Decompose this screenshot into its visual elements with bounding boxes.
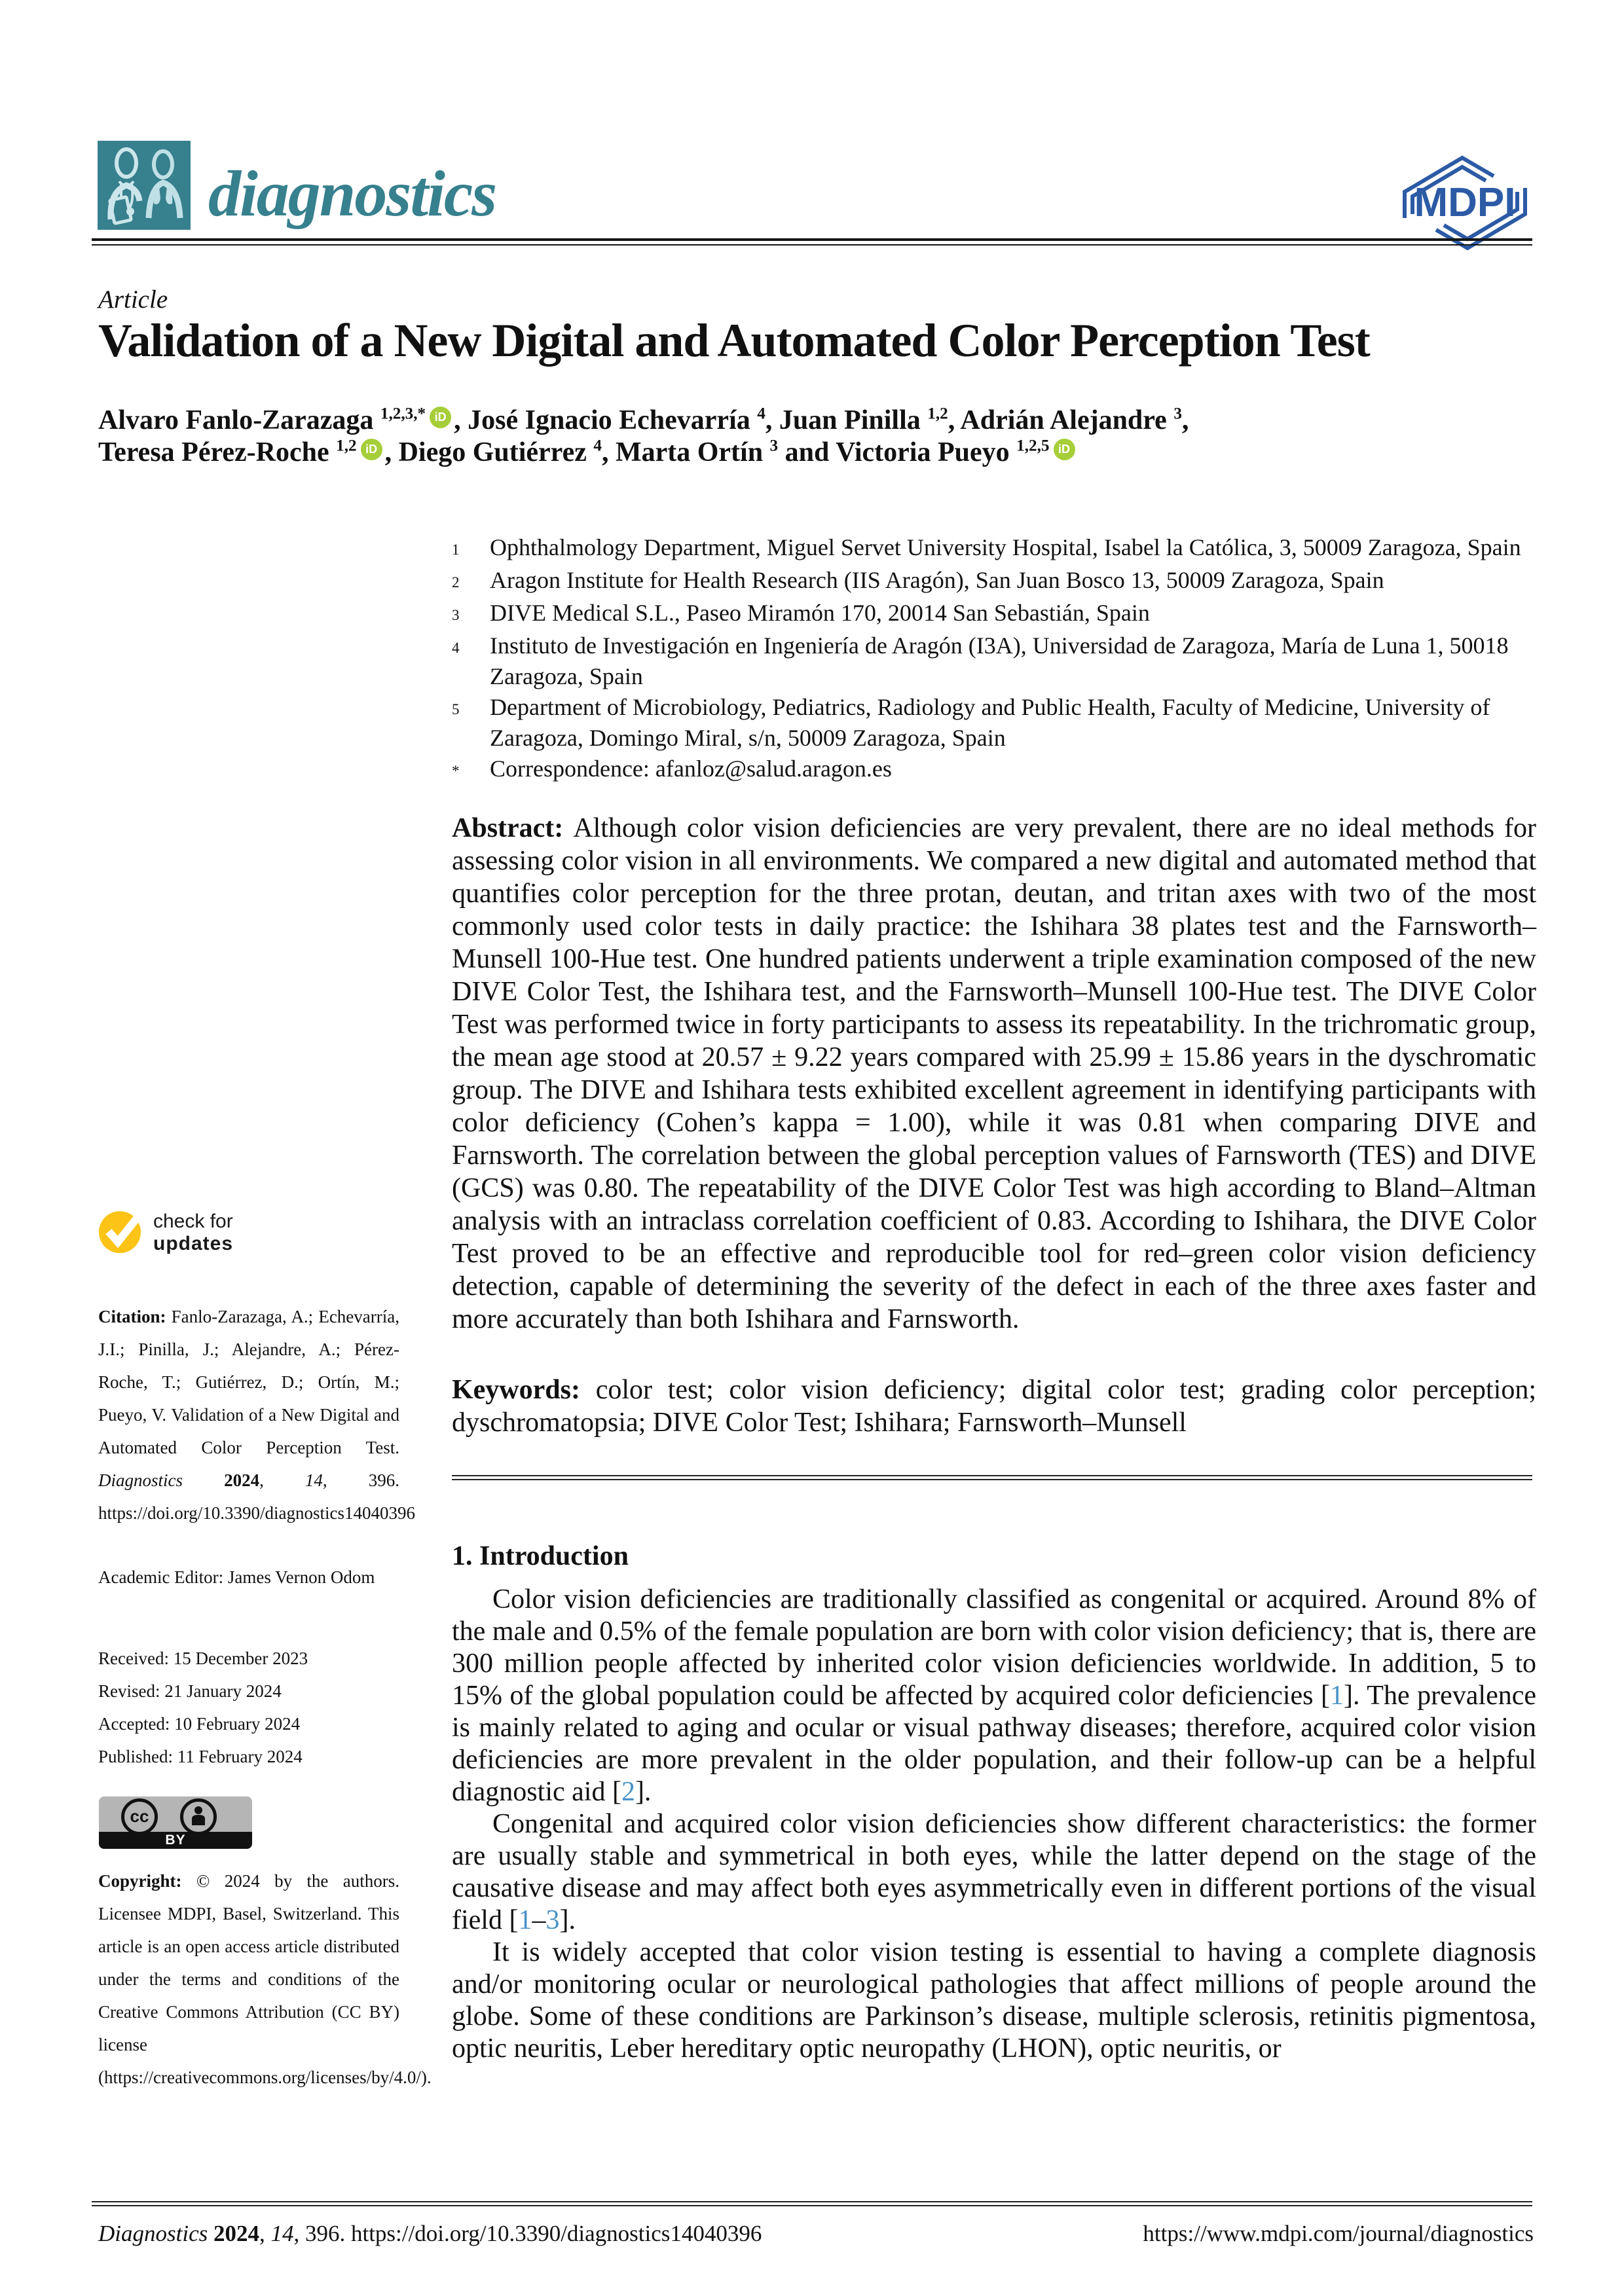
affiliation-row: [452, 754, 1538, 786]
article-type-label: Article: [98, 285, 168, 314]
journal-name: diagnostics: [208, 157, 496, 230]
affiliation-row: [452, 565, 1538, 598]
footer-citation: Diagnostics 2024, 14, 396. https://doi.org/10.3390/diagnostics14040396: [98, 2221, 762, 2246]
article-dates: [98, 1642, 399, 1773]
affiliation-text: Aragon Institute for Health Research (IIS Aragón), San Juan Bosco 13, 50009 Zaragoza, Spain: [490, 567, 1384, 593]
cc-icon: cc: [121, 1798, 158, 1835]
reference-link[interactable]: 3: [545, 1905, 560, 1935]
section-heading-introduction: 1. Introduction: [452, 1541, 629, 1571]
orcid-icon[interactable]: iD: [1054, 439, 1075, 460]
affiliation-marker: 2: [452, 574, 460, 591]
author-line-2: Teresa Pérez-Roche $^{1,2}$ iD , Diego Gutiérrez $^4$, Marta Ortín $^3$ and Victoria Pueyo $^{1,2,5}$ iD: [98, 437, 1545, 469]
copyright-note: Copyright: © 2024 by the authors. Licensee MDPI, Basel, Switzerland. This article is an open access article distributed under the terms and conditions of the Creative Commons Attribution (CC BY) license (https://creativecommons.org/licenses/by/4.0/).: [98, 1871, 432, 2087]
affiliation-marker: 3: [452, 607, 460, 623]
orcid-icon[interactable]: iD: [430, 407, 451, 428]
reference-link[interactable]: 1: [1330, 1681, 1344, 1711]
reference-link[interactable]: 1: [518, 1905, 532, 1935]
abstract: Abstract: Although color vision deficiencies are very prevalent, there are no ideal methods for assessing color vision in all environments. We compared a new digital and automated method that quantifies color perception for the three protan, deutan, and tritan axes with two of the most commonly used color tests in daily practice: the Ishihara 38 plates test and the Farnsworth–Munsell 100-Hue test. One hundred patients underwent a triple examination composed of the new DIVE Color Test, the Ishihara test, and the Farnsworth–Munsell 100-Hue test. The DIVE Color Test was performed twice in forty participants to assess its repeatability. In the trichromatic group, the mean age stood at 20.57 ± 9.22 years compared with 25.99 ± 15.86 years in the dyschromatic group. The DIVE and Ishihara tests exhibited excellent agreement in identifying participants with color deficiency (Cohen’s kappa = 1.00), while it was 0.81 when comparing DIVE and Farnsworth. The correlation between the global perception values of Farnsworth (TES) and DIVE (GCS) was 0.80. The repeatability of the DIVE Color Test was high according to Bland–Altman analysis with an intraclass correlation coefficient of 0.83. According to Ishihara, the DIVE Color Test proved to be an effective and reproducible tool for red–green color vision deficiency detection, capable of determining the severity of the defect in each of the three axes faster and more accurately than both Ishihara and Farnsworth.: [452, 813, 1537, 1334]
affiliations: [452, 532, 1538, 786]
affiliation-marker: 5: [452, 701, 460, 718]
academic-editor-note: Academic Editor: James Vernon Odom: [98, 1567, 375, 1587]
checkmark-icon: [98, 1208, 144, 1254]
affiliation-marker: 1: [452, 541, 460, 558]
diagnostics-logo-icon: [98, 141, 191, 230]
introduction-body: [452, 1584, 1536, 2065]
footer-journal-url: https://www.mdpi.com/journal/diagnostics: [1143, 2221, 1534, 2246]
affiliation-text: DIVE Medical S.L., Paseo Miramón 170, 20014 San Sebastián, Spain: [490, 600, 1150, 626]
accepted-date: Accepted: 10 February 2024: [98, 1714, 301, 1734]
person-icon: [180, 1798, 217, 1835]
reference-link[interactable]: 2: [621, 1777, 635, 1807]
cc-by-license-badge[interactable]: [99, 1796, 252, 1849]
keywords: Keywords: color test; color vision deficiency; digital color test; grading color perception; dyschromatopsia; DIVE Color Test; Ishihara; Farnsworth–Munsell: [452, 1375, 1536, 1438]
affiliation-row: [452, 598, 1538, 630]
affiliation-row: [452, 630, 1538, 692]
mdpi-label-text: MDPI: [1414, 180, 1516, 225]
affiliation-text: Ophthalmology Department, Miguel Servet University Hospital, Isabel la Católica, 3, 50009 Zaragoza, Spain: [490, 534, 1521, 560]
check-for-updates-label: check for updates: [153, 1211, 234, 1254]
intro-paragraph: It is widely accepted that color vision testing is essential to having a complete diagnosis and/or monitoring ocular or neurological pathologies that affect millions of people around the globe. Some of these conditions are Parkinson’s disease, multiple sclerosis, retinitis pigmentosa, optic neuritis, Leber hereditary optic neuropathy (LHON), optic neuritis, or: [452, 1937, 1536, 2064]
mdpi-logo: [1399, 155, 1530, 251]
published-date: Published: 11 February 2024: [98, 1747, 303, 1766]
affiliation-row: [452, 532, 1538, 565]
author-line-1: Alvaro Fanlo-Zarazaga $^{1,2,3,*}$ iD , José Ignacio Echevarría $^4$, Juan Pinilla $^{1,2}$, Adrián Alejandre $^3$,: [98, 405, 1189, 435]
page-footer: [98, 2221, 1534, 2247]
affiliation-text: Instituto de Investigación en Ingeniería de Aragón (I3A), Universidad de Zaragoza, María de Luna 1, 50018 Zaragoza, Spain: [490, 632, 1509, 689]
page-title: Validation of a New Digital and Automated Color Perception Test: [98, 314, 1370, 367]
cc-by-label: BY: [99, 1832, 252, 1849]
author-list: [98, 405, 1545, 469]
intro-paragraph: Color vision deficiencies are traditionally classified as congenital or acquired. Around 8% of the male and 0.5% of the female population are born with color vision deficiency; that is, there are 300 million people affected by inherited color vision deficiencies worldwide. In addition, 5 to 15% of the global population could be affected by acquired color deficiencies [1]. The prevalence is mainly related to aging and ocular or visual pathway diseases; therefore, acquired color vision deficiencies are more prevalent in the older population, and their follow-up can be a helpful diagnostic aid [2].: [452, 1584, 1536, 1807]
received-date: Received: 15 December 2023: [98, 1649, 308, 1668]
affiliation-text: Department of Microbiology, Pediatrics, Radiology and Public Health, Faculty of Medicine, University of Zaragoza, Domingo Miral, s/n, 50009 Zaragoza, Spain: [490, 694, 1490, 751]
affiliation-marker: 4: [452, 640, 460, 656]
check-for-updates-badge[interactable]: [98, 1208, 360, 1267]
header-rule: [92, 238, 1532, 246]
footer-rule: [92, 2201, 1532, 2206]
revised-date: Revised: 21 January 2024: [98, 1681, 282, 1701]
intro-paragraph: Congenital and acquired color vision deficiencies show different characteristics: the former are usually stable and symmetrical in both eyes, while the latter depend on the stage of the causative disease and may affect both eyes asymmetrically even in different portions of the visual field [1–3].: [452, 1809, 1536, 1935]
section-divider: [452, 1475, 1532, 1480]
citation-note: Citation: Fanlo-Zarazaga, A.; Echevarría, J.I.; Pinilla, J.; Alejandre, A.; Pérez-Roche, T.; Gutiérrez, D.; Ortín, M.; Pueyo, V. Validation of a New Digital and Automated Color Perception Test. Diagnostics 2024, 14, 396. https://doi.org/10.3390/diagnostics14040396: [98, 1307, 416, 1523]
affiliation-row: [452, 692, 1538, 754]
affiliation-text: Correspondence: afanloz@salud.aragon.es: [490, 756, 892, 782]
orcid-icon[interactable]: iD: [361, 439, 382, 460]
affiliation-marker: *: [452, 763, 460, 779]
